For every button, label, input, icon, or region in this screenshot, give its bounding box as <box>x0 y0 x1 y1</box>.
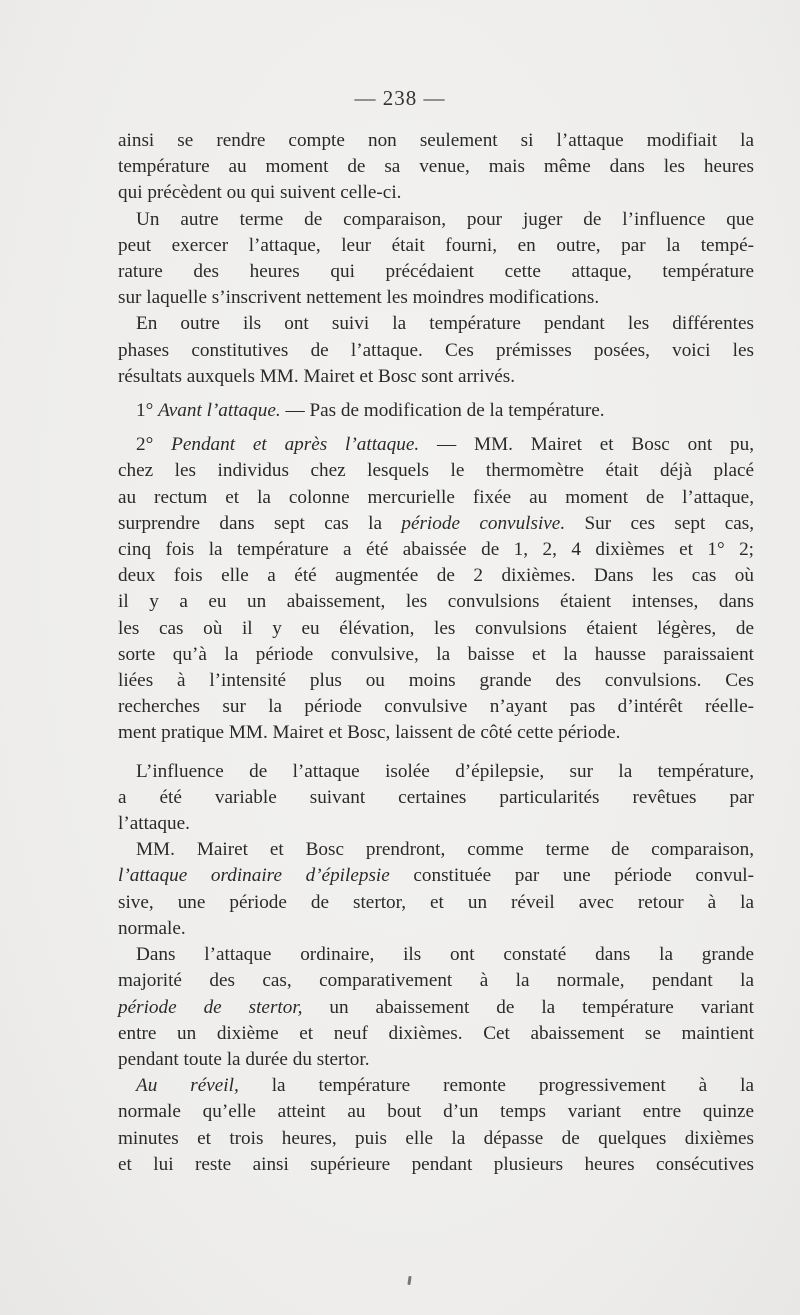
text-line: qui précèdent ou qui suivent celle-ci. <box>118 182 402 204</box>
text-line: au rectum et la colonne mercurielle fixée au moment de l’attaque, <box>118 486 754 508</box>
text-line: l’attaque ordinaire d’épilepsie constituée par une période convul- <box>118 865 755 887</box>
paragraph <box>118 942 754 1073</box>
text-line: L’influence de l’attaque isolée d’épilepsie, sur la température, <box>136 760 754 782</box>
text-line: peut exercer l’attaque, leur était fourni, en outre, par la tempé- <box>118 234 754 256</box>
paragraph <box>118 207 754 312</box>
italic-phrase: Pendant et après l’attaque. <box>171 434 420 456</box>
text-line: pendant toute la durée du stertor. <box>118 1048 370 1070</box>
paragraph <box>118 311 754 390</box>
text-line: sorte qu’à la période convulsive, la baisse et la hausse paraissaient <box>118 643 754 665</box>
text-line: ment pratique MM. Mairet et Bosc, laissent de côté cette période. <box>118 722 621 744</box>
text-line: l’attaque. <box>118 813 190 835</box>
ink-speck <box>407 1276 411 1285</box>
text-line: En outre ils ont suivi la température pendant les différentes <box>136 313 754 335</box>
text-line: surprendre dans sept cas la période convulsive. Sur ces sept cas, <box>118 512 754 534</box>
paragraph <box>118 432 754 746</box>
text-line: cinq fois la température a été abaissée de 1, 2, 4 dixièmes et 1° 2; <box>118 539 754 561</box>
text-line: phases constitutives de l’attaque. Ces prémisses posées, voici les <box>118 339 754 361</box>
text-line: ainsi se rendre compte non seulement si l’attaque modifiait la <box>118 130 754 151</box>
paragraph <box>118 128 754 207</box>
text-line: recherches sur la période convulsive n’ayant pas d’intérêt réelle- <box>118 696 754 718</box>
text-line: entre un dixième et neuf dixièmes. Cet abaissement se maintient <box>118 1022 754 1044</box>
text-line: résultats auxquels MM. Mairet et Bosc sont arrivés. <box>118 365 515 387</box>
text-line: MM. Mairet et Bosc prendront, comme terme de comparaison, <box>136 839 754 861</box>
italic-phrase: période convulsive. <box>401 512 566 534</box>
text-line: Au réveil, la température remonte progressivement à la <box>136 1075 754 1097</box>
text-line: les cas où il y eu élévation, les convulsions étaient légères, de <box>118 617 754 639</box>
italic-phrase: Avant l’attaque. <box>158 400 281 422</box>
text-line: minutes et trois heures, puis elle la dépasse de quelques dixièmes <box>118 1127 754 1149</box>
text-line: 1° Avant l’attaque. — Pas de modification de la température. <box>136 400 605 422</box>
text-line: Un autre terme de comparaison, pour juger de l’influence que <box>136 208 754 230</box>
body-text <box>118 128 754 1178</box>
paragraph <box>118 398 754 424</box>
italic-phrase: période de stertor, <box>118 996 303 1018</box>
text-line: majorité des cas, comparativement à la normale, pendant la <box>118 970 754 992</box>
text-line: chez les individus chez lesquels le thermomètre était déjà placé <box>118 460 754 482</box>
page-number: — 238 — <box>354 86 446 110</box>
text-line: il y a eu un abaissement, les convulsions étaient intenses, dans <box>118 591 754 613</box>
text-line: sive, une période de stertor, et un réveil avec retour à la <box>118 891 754 913</box>
paragraph <box>118 837 754 942</box>
text-line: 2° Pendant et après l’attaque. — MM. Mairet et Bosc ont pu, <box>136 434 754 456</box>
text-line: rature des heures qui précédaient cette attaque, température <box>118 261 754 283</box>
italic-phrase: Au réveil, <box>136 1075 239 1097</box>
text-line: liées à l’intensité plus ou moins grande des convulsions. Ces <box>118 670 754 692</box>
text-line: période de stertor, un abaissement de la température variant <box>118 996 754 1018</box>
text-line: et lui reste ainsi supérieure pendant plusieurs heures consécutives <box>118 1153 754 1175</box>
paragraph <box>118 1073 754 1178</box>
text-line: deux fois elle a été augmentée de 2 dixièmes. Dans les cas où <box>118 565 754 587</box>
text-line: a été variable suivant certaines particularités revêtues par <box>118 786 754 808</box>
text-line: normale qu’elle atteint au bout d’un temps variant entre quinze <box>118 1101 754 1123</box>
italic-phrase: l’attaque ordinaire d’épilepsie <box>118 865 390 887</box>
text-line: Dans l’attaque ordinaire, ils ont constaté dans la grande <box>136 944 754 966</box>
text-line: normale. <box>118 917 186 939</box>
text-line: sur laquelle s’inscrivent nettement les moindres modifications. <box>118 287 600 309</box>
paragraph <box>118 759 754 838</box>
text-line: température au moment de sa venue, mais même dans les heures <box>118 156 754 178</box>
